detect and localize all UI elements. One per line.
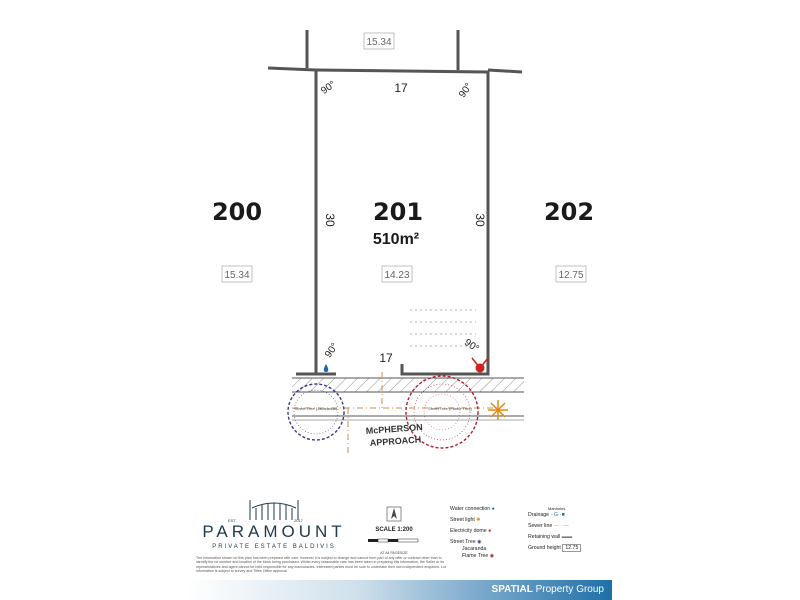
scale-label: SCALE 1:200	[375, 527, 413, 533]
svg-text:McPHERSON: McPHERSON	[365, 422, 424, 436]
dimension-top: 17	[394, 81, 408, 95]
angle-bottom-left: 90°	[323, 341, 341, 360]
angle-top-left: 90°	[319, 79, 338, 97]
legend-retaining: Retaining wall ▬▬	[528, 534, 573, 540]
water-connection-icon	[324, 364, 329, 372]
brand-year: 2017	[294, 518, 303, 523]
brand-est: EST.	[228, 518, 237, 523]
scale-note: AT A4 PAGESIZE	[380, 551, 408, 555]
legend-jacaranda: Jacaranda	[462, 546, 487, 552]
legend-flame: Flame Tree ◉	[462, 553, 495, 559]
svg-text:15.34: 15.34	[224, 270, 250, 281]
street-tree-label-right: Street Tree (Flame Tree)	[428, 406, 472, 411]
spatial-banner	[188, 580, 612, 600]
brand-subtitle: PRIVATE ESTATE BALDIVIS	[212, 544, 336, 550]
plan-footer	[188, 496, 612, 600]
road-name	[365, 422, 423, 448]
legend-water: Water connection ●	[450, 506, 495, 512]
legend-drainage: Drainage ··G··■	[528, 512, 565, 518]
dimension-bottom: 17	[379, 351, 393, 365]
electricity-dome-icon	[472, 358, 488, 373]
ground-height-left	[222, 266, 252, 282]
neighbour-boundaries	[268, 30, 522, 72]
legend-sewer: Sewer line — · —	[528, 523, 569, 529]
ground-height-right	[556, 266, 586, 282]
legend-drain-caption: Manholes	[548, 506, 566, 511]
lot-number-200[interactable]: 200	[211, 198, 263, 226]
ground-height-center	[382, 266, 412, 282]
svg-text:APPROACH: APPROACH	[369, 434, 422, 448]
svg-text:12.75: 12.75	[558, 270, 584, 281]
scale-bar	[366, 538, 422, 546]
dimension-right: 30	[473, 213, 487, 227]
street-tree-label-left: Street Tree (Jacaranda)	[294, 406, 338, 411]
street-light-icon	[488, 400, 508, 420]
svg-text:15.34: 15.34	[366, 37, 392, 48]
lot-number-202[interactable]: 202	[543, 198, 595, 226]
angle-bottom-right: 90°	[462, 337, 481, 355]
lot-area: 510m²	[372, 231, 420, 248]
legend-street-tree: Street Tree ◉	[450, 539, 482, 545]
brand-name: PARAMOUNT	[202, 522, 346, 541]
dimension-left: 30	[323, 213, 337, 227]
legend-electricity: Electricity dome ●	[450, 528, 492, 534]
legend-light: Street light ✺	[450, 517, 481, 523]
legend-ground: Ground height 12.75	[528, 545, 581, 551]
north-arrow-icon	[386, 506, 402, 522]
brand-block	[194, 522, 354, 550]
ground-height-top	[364, 33, 394, 49]
scale-block	[364, 506, 424, 555]
spatial-logo[interactable]: SPATIAL Property Group	[491, 584, 604, 595]
lot-number-201[interactable]: 201	[372, 198, 424, 226]
svg-text:14.23: 14.23	[384, 270, 410, 281]
disclaimer-text: The information shown on this plan has been prepared with care, however it is subject to change and cannot form part of any offer or contract other than to identify the lot number and location of the block being purchased. Whilst every reasonable care has been taken in preparing this information, the Seller or its representatives and agent cannot be held responsible for any inaccuracies. Interested parties must be sure to undertake their own independent enquiries. Lot information is subject to survey and Titles Office approval.	[196, 556, 446, 574]
angle-top-right: 90°	[457, 81, 475, 100]
